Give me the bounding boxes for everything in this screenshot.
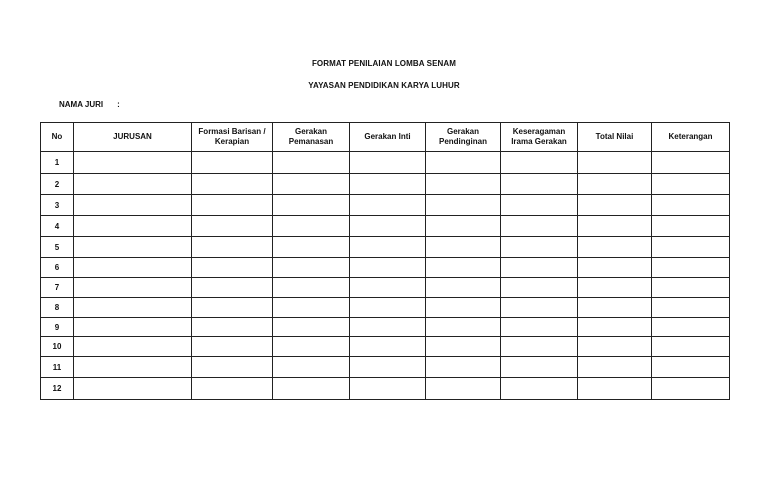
score-cell-gerakan-inti[interactable] [350,298,426,318]
row-number: 5 [41,237,74,258]
score-cell-keterangan[interactable] [652,174,730,195]
table-row [41,318,730,337]
column-header-gerakan-pemanasan [273,123,350,152]
score-cell-gerakan-pemanasan[interactable] [273,258,350,278]
table-row [41,195,730,216]
score-cell-jurusan[interactable] [74,378,192,400]
column-header-line: Pemanasan [288,137,334,146]
score-cell-total-nilai[interactable] [578,216,652,237]
score-cell-gerakan-pemanasan[interactable] [273,278,350,298]
score-cell-gerakan-inti[interactable] [350,174,426,195]
score-cell-keseragaman-irama-gerakan[interactable] [501,278,578,298]
score-cell-gerakan-pemanasan[interactable] [273,298,350,318]
score-cell-gerakan-inti[interactable] [350,152,426,174]
score-cell-total-nilai[interactable] [578,237,652,258]
score-cell-total-nilai[interactable] [578,337,652,357]
column-header-line: Irama Gerakan [511,137,567,146]
score-cell-gerakan-inti[interactable] [350,318,426,337]
score-cell-gerakan-pemanasan[interactable] [273,195,350,216]
table-row [41,298,730,318]
score-cell-total-nilai[interactable] [578,195,652,216]
score-cell-gerakan-pendinginan[interactable] [426,195,501,216]
score-cell-gerakan-pendinginan[interactable] [426,174,501,195]
score-cell-keterangan[interactable] [652,298,730,318]
row-number: 6 [41,258,74,278]
column-header-line: Total Nilai [595,132,634,141]
score-cell-gerakan-pendinginan[interactable] [426,357,501,378]
score-cell-gerakan-inti[interactable] [350,195,426,216]
score-cell-jurusan[interactable] [74,174,192,195]
column-header-line: Pendinginan [439,137,487,146]
jury-name-field [59,100,120,109]
row-number: 7 [41,278,74,298]
column-header-line: Kerapian [214,137,250,146]
score-cell-keterangan[interactable] [652,258,730,278]
score-cell-formasi-barisan-kerapian[interactable] [192,152,273,174]
score-cell-formasi-barisan-kerapian[interactable] [192,174,273,195]
score-cell-keterangan[interactable] [652,357,730,378]
jury-colon: : [117,100,120,109]
score-cell-gerakan-pendinginan[interactable] [426,237,501,258]
column-header-gerakan-inti [350,123,426,152]
row-number: 11 [41,357,74,378]
table-header-row [41,123,730,152]
score-cell-jurusan[interactable] [74,152,192,174]
score-cell-gerakan-inti[interactable] [350,216,426,237]
score-cell-jurusan[interactable] [74,237,192,258]
column-header-line: Gerakan [294,127,328,136]
document-title: FORMAT PENILAIAN LOMBA SENAM [311,59,457,68]
score-cell-formasi-barisan-kerapian[interactable] [192,216,273,237]
score-cell-keterangan[interactable] [652,318,730,337]
row-number: 8 [41,298,74,318]
score-cell-formasi-barisan-kerapian[interactable] [192,298,273,318]
table-body [41,152,730,400]
score-cell-keterangan[interactable] [652,337,730,357]
score-cell-jurusan[interactable] [74,258,192,278]
score-cell-formasi-barisan-kerapian[interactable] [192,278,273,298]
row-number: 1 [41,152,74,174]
score-cell-total-nilai[interactable] [578,278,652,298]
score-cell-keseragaman-irama-gerakan[interactable] [501,195,578,216]
score-cell-gerakan-inti[interactable] [350,357,426,378]
score-cell-gerakan-pemanasan[interactable] [273,337,350,357]
score-cell-keseragaman-irama-gerakan[interactable] [501,216,578,237]
score-cell-keterangan[interactable] [652,152,730,174]
score-cell-jurusan[interactable] [74,318,192,337]
score-cell-gerakan-inti[interactable] [350,378,426,400]
column-header-line: No [51,132,63,141]
column-header-line: Gerakan Inti [364,132,411,141]
table-row [41,337,730,357]
score-cell-keterangan[interactable] [652,278,730,298]
score-cell-gerakan-pendinginan[interactable] [426,258,501,278]
row-number: 10 [41,337,74,357]
score-cell-formasi-barisan-kerapian[interactable] [192,357,273,378]
score-cell-gerakan-pemanasan[interactable] [273,216,350,237]
score-cell-total-nilai[interactable] [578,152,652,174]
row-number: 2 [41,174,74,195]
score-cell-jurusan[interactable] [74,216,192,237]
score-cell-keterangan[interactable] [652,378,730,400]
score-cell-gerakan-pendinginan[interactable] [426,152,501,174]
score-cell-total-nilai[interactable] [578,378,652,400]
score-cell-jurusan[interactable] [74,195,192,216]
score-cell-gerakan-pendinginan[interactable] [426,298,501,318]
column-header-keterangan [652,123,730,152]
column-header-line: Keseragaman [512,127,566,136]
score-cell-gerakan-pemanasan[interactable] [273,152,350,174]
score-cell-formasi-barisan-kerapian[interactable] [192,195,273,216]
score-cell-gerakan-pendinginan[interactable] [426,378,501,400]
row-number: 12 [41,378,74,400]
score-cell-total-nilai[interactable] [578,318,652,337]
score-cell-jurusan[interactable] [74,337,192,357]
score-cell-total-nilai[interactable] [578,258,652,278]
column-header-gerakan-pendinginan [426,123,501,152]
score-cell-gerakan-pemanasan[interactable] [273,237,350,258]
score-cell-formasi-barisan-kerapian[interactable] [192,258,273,278]
score-cell-formasi-barisan-kerapian[interactable] [192,318,273,337]
score-cell-keterangan[interactable] [652,195,730,216]
score-cell-gerakan-pemanasan[interactable] [273,357,350,378]
score-cell-gerakan-pendinginan[interactable] [426,278,501,298]
score-cell-gerakan-pemanasan[interactable] [273,318,350,337]
score-cell-formasi-barisan-kerapian[interactable] [192,237,273,258]
score-cell-keseragaman-irama-gerakan[interactable] [501,378,578,400]
score-cell-gerakan-pendinginan[interactable] [426,337,501,357]
column-header-no [41,123,74,152]
score-cell-jurusan[interactable] [74,357,192,378]
jury-label: NAMA JURI [59,100,104,109]
score-cell-keseragaman-irama-gerakan[interactable] [501,174,578,195]
score-cell-gerakan-inti[interactable] [350,278,426,298]
score-cell-gerakan-pemanasan[interactable] [273,174,350,195]
row-number: 3 [41,195,74,216]
score-cell-total-nilai[interactable] [578,357,652,378]
table-row [41,216,730,237]
column-header-line: JURUSAN [113,132,152,141]
score-cell-keseragaman-irama-gerakan[interactable] [501,318,578,337]
score-cell-total-nilai[interactable] [578,298,652,318]
table-row [41,174,730,195]
score-cell-keseragaman-irama-gerakan[interactable] [501,298,578,318]
score-cell-gerakan-pemanasan[interactable] [273,378,350,400]
score-cell-formasi-barisan-kerapian[interactable] [192,378,273,400]
score-cell-total-nilai[interactable] [578,174,652,195]
column-header-keseragaman-irama-gerakan [501,123,578,152]
table-row [41,278,730,298]
table-row [41,378,730,400]
score-cell-keterangan[interactable] [652,216,730,237]
table-row [41,258,730,278]
column-header-formasi-barisan-kerapian [192,123,273,152]
column-header-line: Keterangan [668,132,713,141]
table-row [41,152,730,174]
score-cell-formasi-barisan-kerapian[interactable] [192,337,273,357]
table-row [41,357,730,378]
score-cell-keseragaman-irama-gerakan[interactable] [501,337,578,357]
score-cell-keseragaman-irama-gerakan[interactable] [501,258,578,278]
score-cell-jurusan[interactable] [74,278,192,298]
column-header-line: Gerakan [446,127,480,136]
table-row [41,237,730,258]
score-cell-keseragaman-irama-gerakan[interactable] [501,357,578,378]
score-cell-keseragaman-irama-gerakan[interactable] [501,237,578,258]
score-cell-gerakan-inti[interactable] [350,237,426,258]
score-cell-keterangan[interactable] [652,237,730,258]
score-cell-keseragaman-irama-gerakan[interactable] [501,152,578,174]
row-number: 9 [41,318,74,337]
score-table [40,122,730,400]
document-subtitle: YAYASAN PENDIDIKAN KARYA LUHUR [308,81,460,90]
column-header-jurusan [74,123,192,152]
column-header-total-nilai [578,123,652,152]
score-cell-gerakan-inti[interactable] [350,258,426,278]
score-cell-gerakan-inti[interactable] [350,337,426,357]
score-cell-jurusan[interactable] [74,298,192,318]
score-cell-gerakan-pendinginan[interactable] [426,216,501,237]
score-cell-gerakan-pendinginan[interactable] [426,318,501,337]
column-header-line: Formasi Barisan / [198,127,266,136]
row-number: 4 [41,216,74,237]
